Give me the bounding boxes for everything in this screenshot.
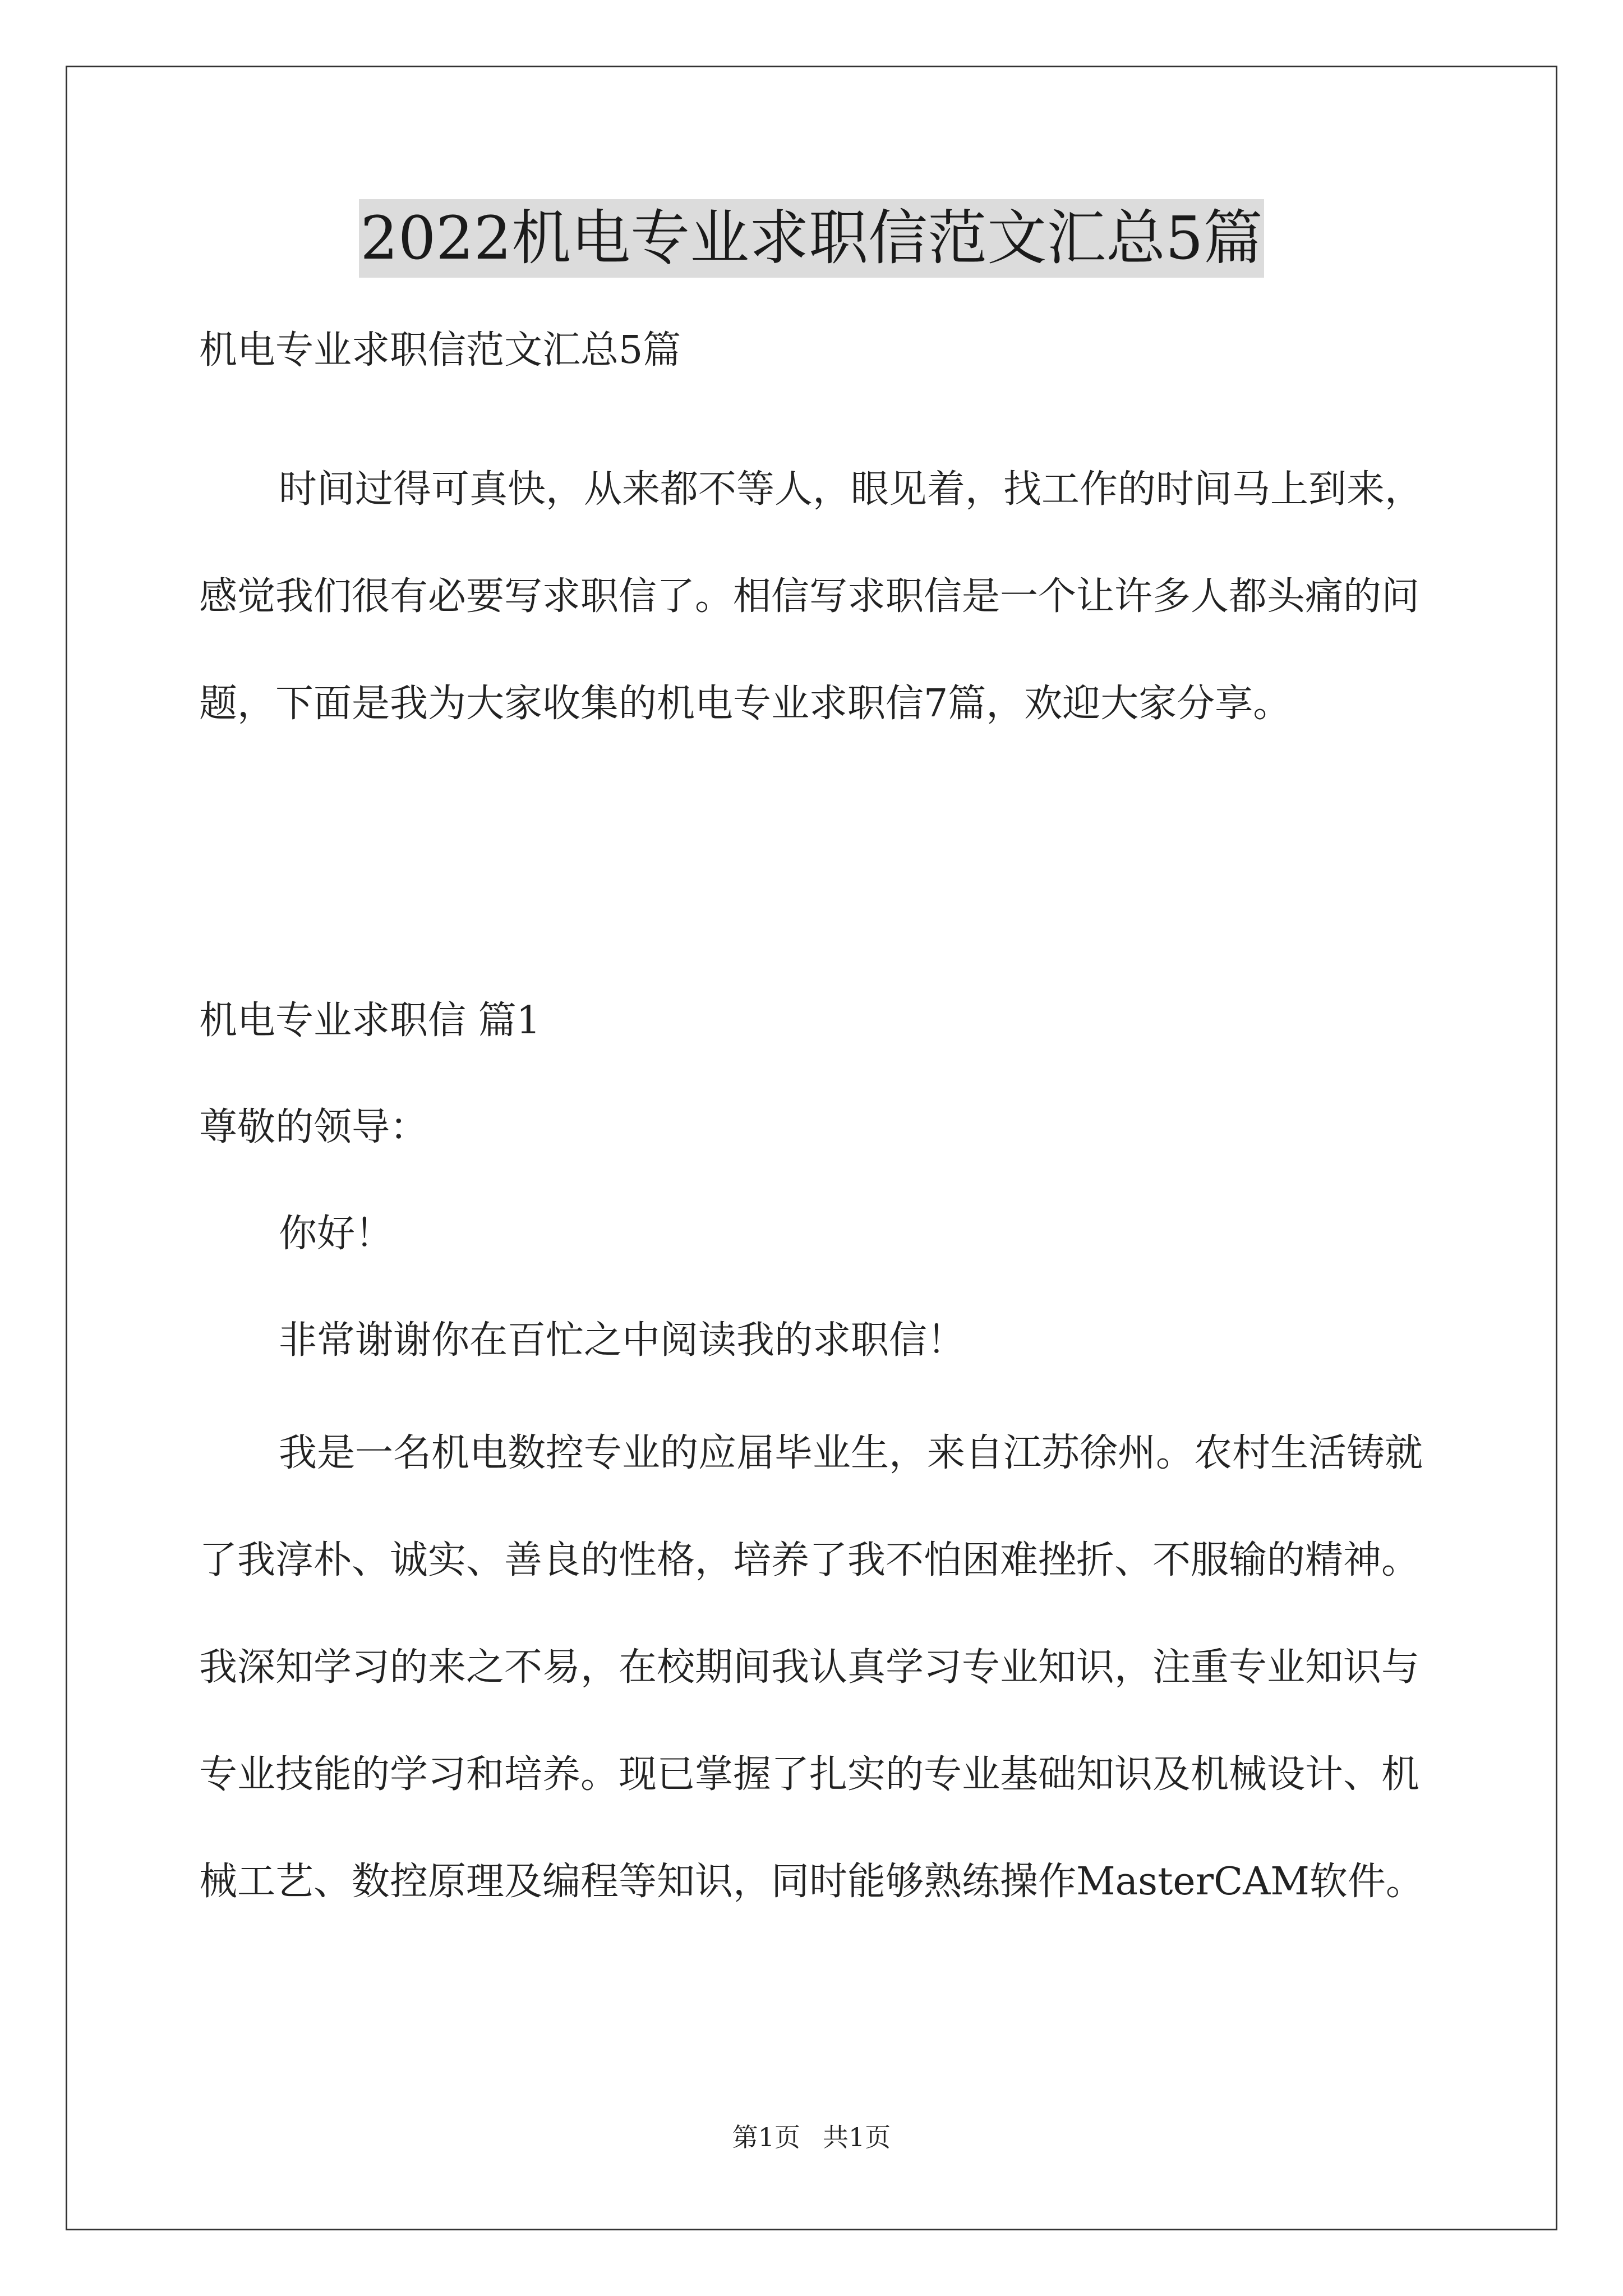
document-subtitle: 机电专业求职信范文汇总5篇 (199, 328, 681, 372)
page-footer (0, 2120, 1623, 2154)
section-heading: 机电专业求职信 篇1 (199, 999, 541, 1043)
greeting: 你好！ (279, 1212, 394, 1256)
salutation: 尊敬的领导： (199, 1105, 428, 1149)
document-title: 2022机电专业求职信范文汇总5篇 (359, 199, 1264, 278)
intro-paragraph: 时间过得可真快，从来都不等人，眼见着，找工作的时间马上到来，感觉我们很有必要写求职信了。相信写求职信是一个让许多人都头痛的问题，下面是我为大家收集的机电专业求职信7篇，欢迎大家分享。 (199, 467, 1423, 726)
title-container (0, 199, 1623, 278)
body-paragraph: 我是一名机电数控专业的应届毕业生，来自江苏徐州。农村生活铸就了我淳朴、诚实、善良的性格，培养了我不怕困难挫折、不服输的精神。我深知学习的来之不易，在校期间我认真学习专业知识，注重专业知识与专业技能的学习和培养。现已掌握了扎实的专业基础知识及机械设计、机械工艺、数控原理及编程等知识，同时能够熟练操作MasterCAM软件。 (199, 1431, 1424, 1904)
thanks-paragraph: 非常谢谢你在百忙之中阅读我的求职信！ (279, 1318, 966, 1363)
page-number: 第1页 (732, 2122, 800, 2152)
page-total: 共1页 (823, 2122, 891, 2152)
